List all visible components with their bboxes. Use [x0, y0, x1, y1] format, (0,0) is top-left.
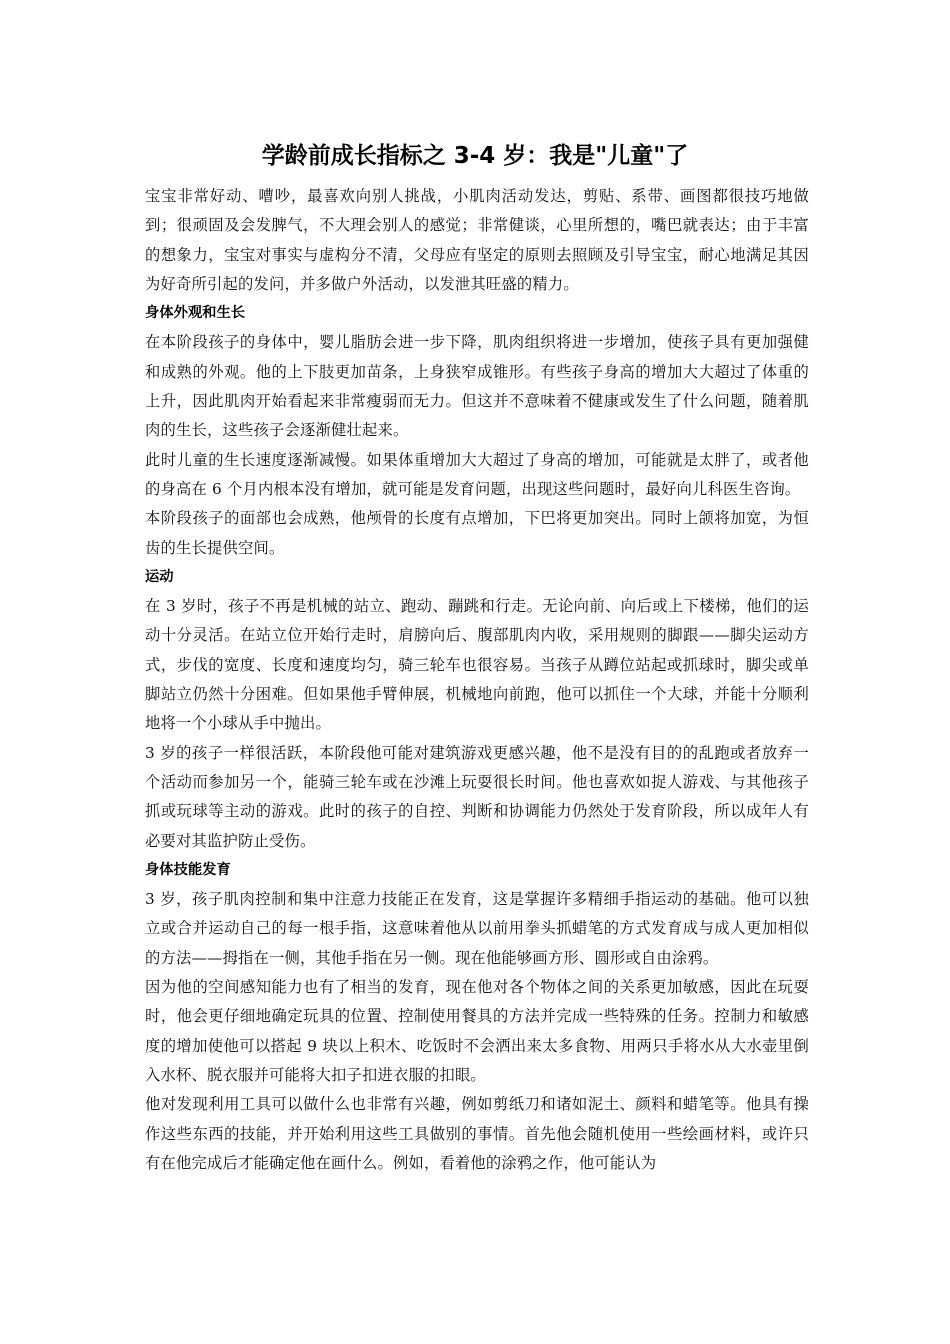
section-heading: 身体外观和生长 — [145, 305, 246, 322]
body-paragraph: 因为他的空间感知能力也有了相当的发育，现在他对各个物体之间的关系更加敏感，因此在玩耍时，他会更仔细地确定玩具的位置、控制使用餐具的方法并完成一些特殊的任务。控制力和敏感度的增加使他可以搭起 9 块以上积木、吃饭时不会洒出来太多食物、用两只手将水从大水壶里倒入水杯、脱衣服并可能将大扣子扣进衣服的扣眼。 — [145, 978, 809, 1084]
body-paragraph: 在本阶段孩子的身体中，婴儿脂肪会进一步下降，肌肉组织将进一步增加，使孩子具有更加强健和成熟的外观。他的上下肢更加苗条，上身狭窄成锥形。有些孩子身高的增加大大超过了体重的上升，因此肌肉开始看起来非常瘦弱而无力。但这并不意味着不健康或发生了什么问题，随着肌肉的生长，这些孩子会逐渐健壮起来。 — [145, 333, 809, 440]
section-body-appearance — [145, 299, 809, 563]
document-body — [145, 182, 809, 1178]
section-heading: 运动 — [145, 568, 174, 585]
body-paragraph: 在 3 岁时，孩子不再是机械的站立、跑动、蹦跳和行走。无论向前、向后或上下楼梯，他们的运动十分灵活。在站立位开始行走时，肩膀向后、腹部肌肉内收，采用规则的脚跟——脚尖运动方式，步伐的宽度、长度和速度均匀，骑三轮车也很容易。当孩子从蹲位站起或抓球时，脚尖或单脚站立仍然十分困难。但如果他手臂伸展，机械地向前跑，他可以抓住一个大球，并能十分顺利地将一个小球从手中抛出。 — [145, 597, 809, 733]
body-paragraph: 3 岁，孩子肌肉控制和集中注意力技能正在发育，这是掌握许多精细手指运动的基础。他可以独立或合并运动自己的每一根手指，这意味着他从以前用拳头抓蜡笔的方式发育成与成人更加相似的方法——拇指在一侧，其他手指在另一侧。现在他能够画方形、圆形或自由涂鸦。 — [145, 890, 809, 967]
body-paragraph: 此时儿童的生长速度逐渐减慢。如果体重增加大大超过了身高的增加，可能就是太胖了，或者他的身高在 6 个月内根本没有增加，就可能是发育问题，出现这些问题时，最好向儿科医生咨询。 — [145, 450, 809, 498]
body-paragraph: 他对发现利用工具可以做什么也非常有兴趣，例如剪纸刀和诸如泥土、颜料和蜡笔等。他具有操作这些东西的技能，并开始利用这些工具做别的事情。首先他会随机使用一些绘画材料，或许只有在他完成后才能确定他在画什么。例如，看着他的涂鸦之作，他可能认为 — [145, 1095, 809, 1172]
section-heading: 身体技能发育 — [145, 861, 231, 878]
body-paragraph: 3 岁的孩子一样很活跃，本阶段他可能对建筑游戏更感兴趣，他不是没有目的的乱跑或者放弃一个活动而参加另一个，能骑三轮车或在沙滩上玩耍很长时间。他也喜欢如捉人游戏、与其他孩子抓或玩球等主动的游戏。此时的孩子的自控、判断和协调能力仍然处于发育阶段，所以成年人有必要对其监护防止受伤。 — [145, 743, 809, 850]
document-title: 学龄前成长指标之 3-4 岁：我是"儿童"了 — [261, 143, 689, 169]
intro-paragraph: 宝宝非常好动、嘈吵，最喜欢向别人挑战，小肌肉活动发达，剪贴、系带、画图都很技巧地做到；很顽固及会发脾气，不大理会别人的感觉；非常健谈，心里所想的，嘴巴就表达；由于丰富的想象力，宝宝对事实与虚构分不清，父母应有坚定的原则去照顾及引导宝宝，耐心地满足其因为好奇所引起的发问，并多做户外活动，以发泄其旺盛的精力。 — [145, 187, 809, 293]
section-motor-skills — [145, 856, 809, 1178]
body-paragraph: 本阶段孩子的面部也会成熟，他颅骨的长度有点增加，下巴将更加突出。同时上颌将加宽，为恒齿的生长提供空间。 — [145, 509, 809, 557]
section-movement — [145, 563, 809, 856]
